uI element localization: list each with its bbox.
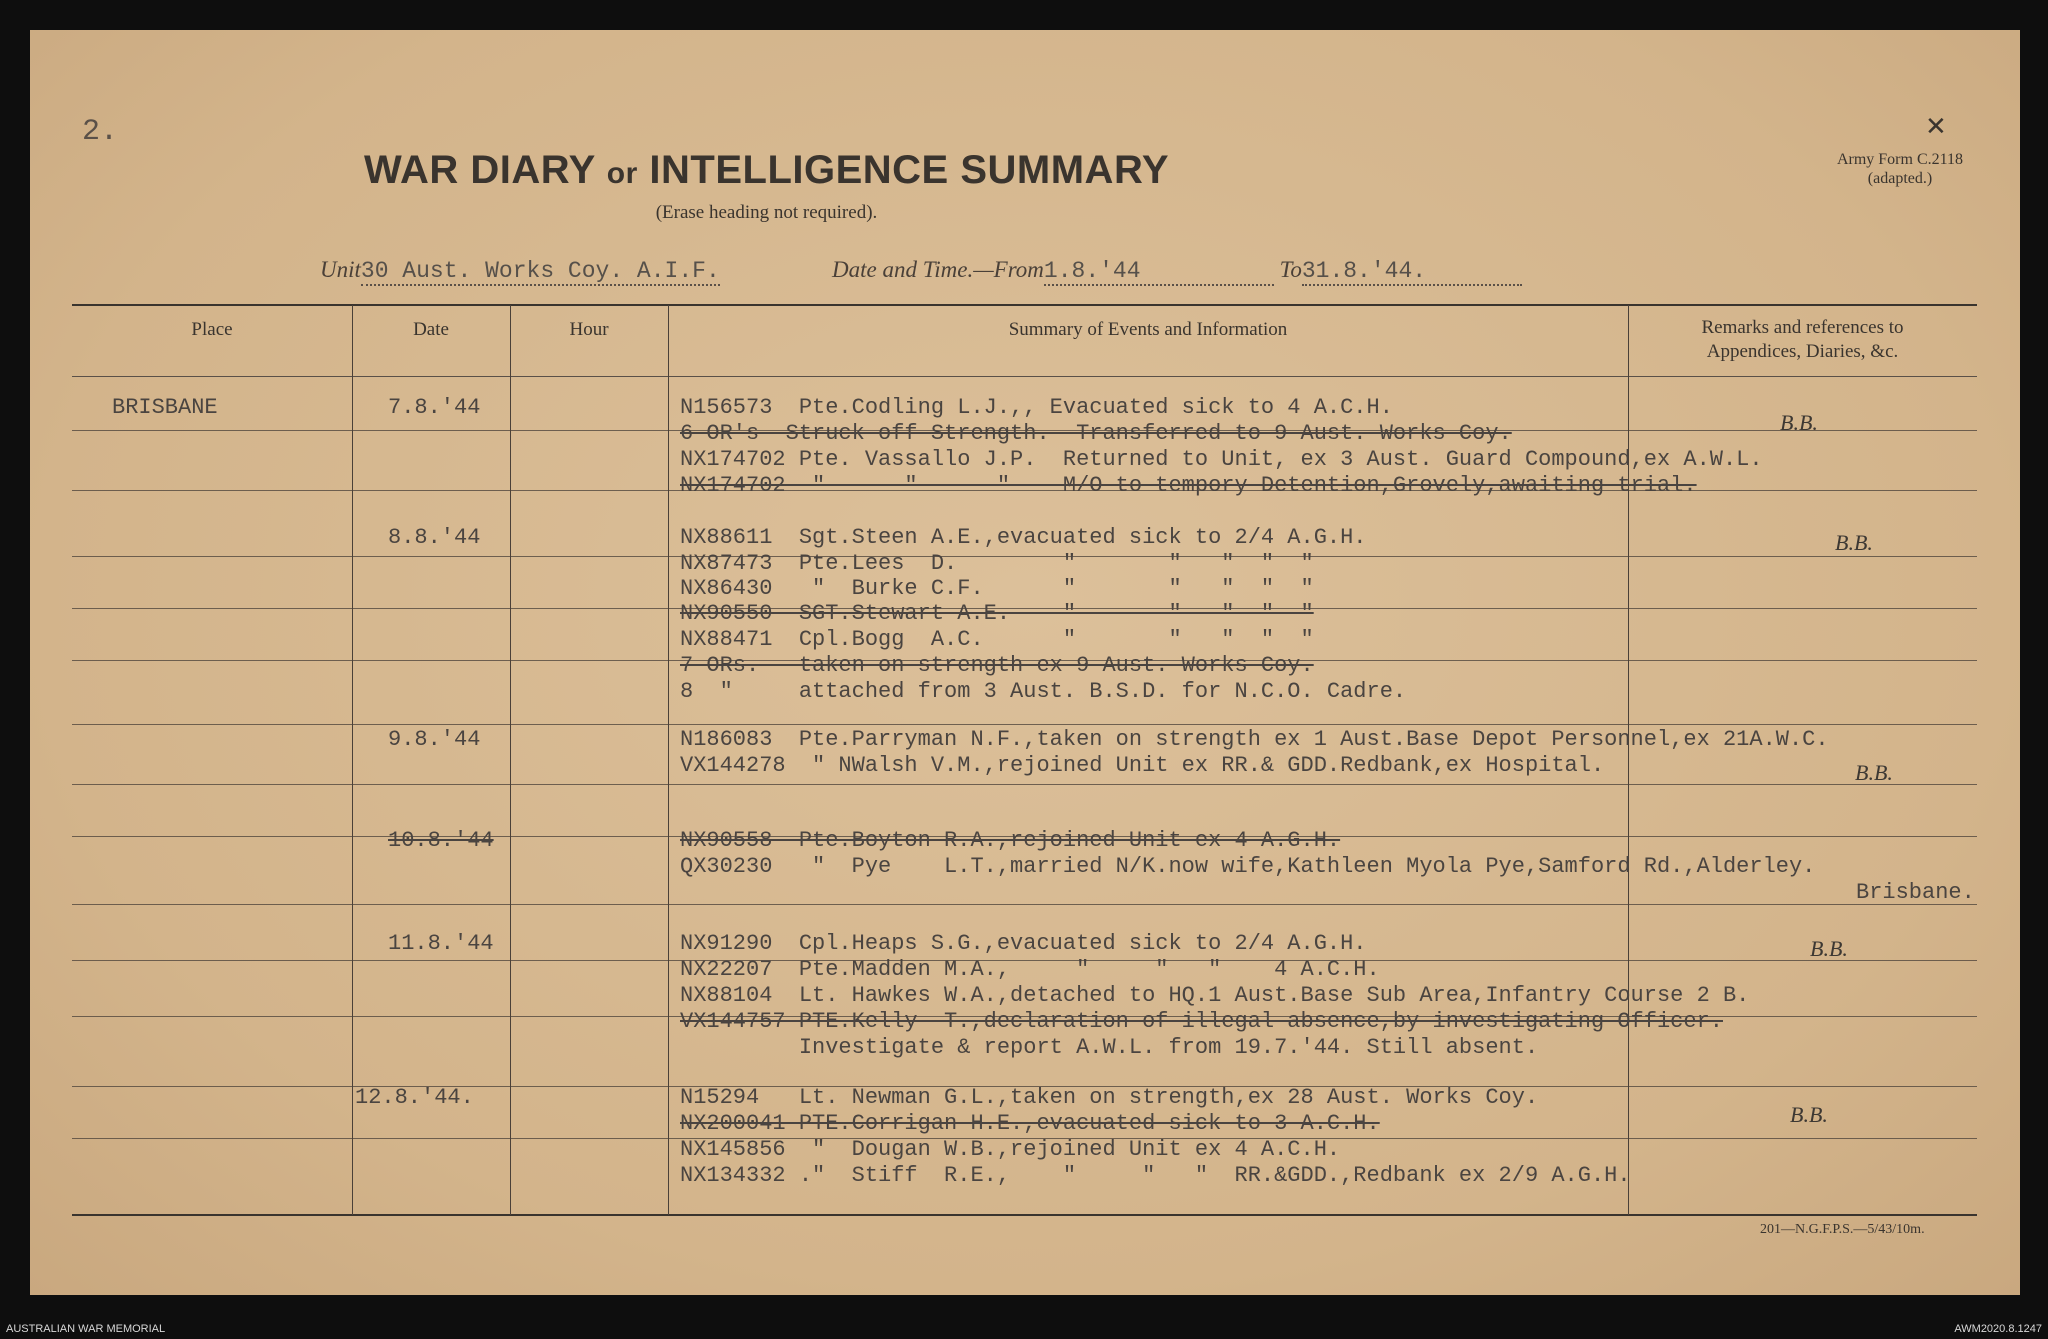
entry-line: NX91290 Cpl.Heaps S.G.,evacuated sick to 2/4 A.G.H. [680, 931, 1367, 956]
entry-line: Investigate & report A.W.L. from 19.7.'44. Still absent. [680, 1035, 1539, 1060]
entry-line: QX30230 " Pye L.T.,married N/K.now wife,Kathleen Myola Pye,Samford Rd.,Alderley. [680, 854, 1816, 879]
initials-signature: B.B. [1810, 936, 1848, 961]
print-code: 201—N.G.F.P.S.—5/43/10m. [1760, 1222, 1925, 1237]
entry-line: Brisbane. [1856, 880, 1975, 905]
initials-signature: B.B. [1780, 410, 1818, 435]
column-header-place: Place [191, 319, 233, 340]
entry-line: NX90550 SGT.Stewart A.E. " " " " " [680, 601, 1314, 626]
entry-line: VX144757 PTE.Kelly T.,declaration of illegal absence,by investigating Officer. [680, 1009, 1723, 1034]
column-divider [668, 305, 669, 1215]
date-cell: 10.8.'44 [388, 828, 494, 853]
entry-line: NX174702 " " " M/O to tempory Detention,Grovely,awaiting trial. [680, 473, 1697, 498]
entry-line: NX134332 ." Stiff R.E., " " " RR.&GDD.,Redbank ex 2/9 A.G.H. [680, 1163, 1631, 1188]
initials-signature: B.B. [1855, 760, 1893, 785]
entry-line: NX88471 Cpl.Bogg A.C. " " " " " [680, 627, 1314, 652]
archive-caption-left: AUSTRALIAN WAR MEMORIAL [6, 1323, 166, 1335]
remarks-line1: Remarks and references to [1701, 317, 1904, 338]
title-intelligence-summary: INTELLIGENCE SUMMARY [649, 148, 1170, 192]
entry-line: NX145856 " Dougan W.B.,rejoined Unit ex 4 A.C.H. [680, 1137, 1341, 1162]
column-header-remarks [1628, 316, 1977, 364]
form-ref-line1: Army Form C.2118 [1836, 151, 1964, 168]
row-line [72, 724, 1977, 725]
remarks-line2: Appendices, Diaries, &c. [1706, 341, 1899, 362]
entry-line: N156573 Pte.Codling L.J.,, Evacuated sick to 4 A.C.H. [680, 395, 1393, 420]
entry-line: NX87473 Pte.Lees D. " " " " " [680, 551, 1314, 576]
date-cell: 12.8.'44. [355, 1085, 474, 1110]
entry-line: NX86430 " Burke C.F. " " " " " [680, 576, 1314, 601]
title-or: or [606, 157, 638, 190]
to-label: To [1279, 257, 1302, 282]
entry-line: NX88611 Sgt.Steen A.E.,evacuated sick to 2/4 A.G.H. [680, 525, 1367, 550]
entry-line: NX174702 Pte. Vassallo J.P. Returned to Unit, ex 3 Aust. Guard Compound,ex A.W.L. [680, 447, 1763, 472]
entry-line: NX22207 Pte.Madden M.A., " " " 4 A.C.H. [680, 957, 1380, 982]
date-cell: 7.8.'44 [388, 395, 481, 420]
entry-line: N15294 Lt. Newman G.L.,taken on strength,ex 28 Aust. Works Coy. [680, 1085, 1539, 1110]
page-title [0, 148, 1533, 193]
date-label: Date and Time.—From [832, 257, 1044, 282]
corner-mark: ✕ [1925, 112, 1947, 141]
entry-line: VX144278 " NWalsh V.M.,rejoined Unit ex RR.& GDD.Redbank,ex Hospital. [680, 753, 1605, 778]
row-line [72, 904, 1977, 905]
column-header-summary: Summary of Events and Information [1008, 319, 1288, 340]
date-cell: 11.8.'44 [388, 931, 494, 956]
archive-caption-right: AWM2020.8.1247 [1954, 1323, 2042, 1335]
page-number: 2. [82, 115, 119, 149]
initials-signature: B.B. [1790, 1102, 1828, 1127]
table-bottom-rule [72, 1214, 1977, 1216]
header-rule [72, 376, 1977, 377]
entry-line: 8 " attached from 3 Aust. B.S.D. for N.C.O. Cadre. [680, 679, 1407, 704]
date-from: 1.8.'44 [1043, 258, 1141, 284]
subtitle: (Erase heading not required). [655, 202, 878, 223]
form-ref-line2: (adapted.) [1867, 170, 1933, 187]
entry-line: 7 ORs. taken on strength ex 9 Aust. Works Coy. [680, 653, 1314, 678]
entry-line: 6 OR's Struck off Strength. Transferred to 9 Aust. Works Coy. [680, 421, 1512, 446]
column-divider [1628, 305, 1629, 1215]
army-form-reference [1780, 150, 2020, 188]
date-to: 31.8.'44. [1301, 258, 1427, 284]
unit-value: 30 Aust. Works Coy. A.I.F. [360, 258, 720, 284]
date-cell: 9.8.'44 [388, 727, 481, 752]
entry-line: NX200041 PTE.Corrigan H.E.,evacuated sick to 3 A.C.H. [680, 1111, 1380, 1136]
row-line [72, 784, 1977, 785]
initials-signature: B.B. [1835, 530, 1873, 555]
date-cell: 8.8.'44 [388, 525, 481, 550]
table-top-rule [72, 304, 1977, 306]
column-header-hour: Hour [569, 319, 609, 340]
unit-line [320, 257, 720, 286]
place-cell: BRISBANE [112, 395, 218, 420]
column-divider [352, 305, 353, 1215]
unit-label: Unit [320, 257, 361, 282]
title-war-diary: WAR DIARY [363, 148, 596, 192]
column-header-date: Date [413, 319, 449, 340]
entry-line: N186083 Pte.Parryman N.F.,taken on strength ex 1 Aust.Base Depot Personnel,ex 21A.W.C. [680, 727, 1829, 752]
date-range-line [832, 257, 1522, 286]
entry-line: NX90558 Pte.Boyton R.A.,rejoined Unit ex 4 A.G.H. [680, 828, 1341, 853]
entry-line: NX88104 Lt. Hawkes W.A.,detached to HQ.1 Aust.Base Sub Area,Infantry Course 2 B. [680, 983, 1750, 1008]
column-divider [510, 305, 511, 1215]
